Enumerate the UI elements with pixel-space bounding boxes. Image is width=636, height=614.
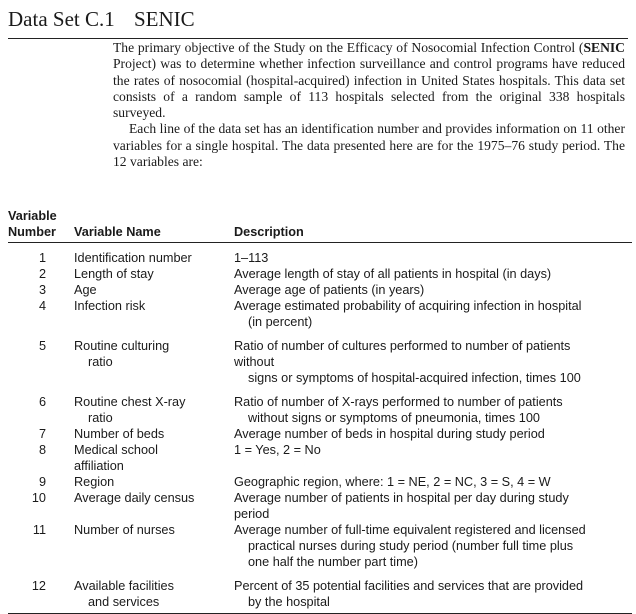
description-line: Average number of patients in hospital per day during study period [234,491,569,521]
variable-number: 5 [38,339,46,353]
intro-p1-start: The primary objective of the Study on the Efficacy of Nosocomial Infection Control ( [113,40,584,55]
variable-name-line: Routine culturing [74,339,170,353]
intro-p1-end: Project) was to determine whether infection surveillance and control programs have reduced the rates of nosocomial (hospital-acquired) infection in United States hospitals. This data set consists of a random sample of 113 hospitals selected from the original 338 hospitals surveyed. [113,56,625,121]
variable-name-line: Number of beds [74,427,165,441]
description-line: Geographic region, where: 1 = NE, 2 = NC, 3 = S, 4 = W [234,475,551,489]
variable-name-line: Average daily census [74,491,195,505]
description-line: signs or symptoms of hospital-acquired infection, times 100 [248,371,581,385]
table-row [8,282,632,298]
variable-number: 6 [38,395,46,409]
variable-number: 10 [31,491,46,505]
header-description: Description [234,225,304,239]
table-row [8,266,632,282]
table-row [8,338,632,386]
variable-name-line: ratio [88,355,113,369]
variable-name [46,298,206,330]
variable-name-line: Available facilities [74,579,174,593]
table-row [8,442,632,474]
variable-name [46,522,206,570]
table-header [8,208,632,243]
variable-description [206,490,607,522]
description-line: Average length of stay of all patients in hospital (in days) [234,267,552,281]
intro-p1-acronym: SENIC [583,40,625,55]
variable-number: 12 [31,579,46,593]
variable-number: 4 [38,299,46,313]
variable-name [46,426,206,442]
variable-name [46,282,206,298]
variable-name [46,474,206,490]
variable-name-line: Region [74,475,115,489]
description-line: Ratio of number of cultures performed to number of patients without [234,339,571,369]
variable-number: 9 [38,475,46,489]
variable-name-line: Infection risk [74,299,146,313]
variable-name-line: Identification number [74,251,192,265]
description-line: practical nurses during study period (number full time plus [248,539,574,553]
variable-number: 11 [32,523,46,537]
variable-name [46,490,206,522]
table-row [8,250,632,266]
variable-name-line: ratio [88,411,113,425]
table-row [8,426,632,442]
variable-name [46,338,206,386]
variable-name [46,250,206,266]
variable-name-line: and services [88,595,160,609]
table-row [8,394,632,426]
intro-paragraph-1 [113,40,625,121]
description-line: (in percent) [248,315,313,329]
description-line: one half the number part time) [248,555,418,569]
header-variable: Variable [8,209,57,223]
table-row [8,490,632,522]
variable-number: 2 [38,267,46,281]
variable-description [206,298,607,330]
description-line: Average number of full-time equivalent registered and licensed [234,523,586,537]
intro-paragraph-2: Each line of the data set has an identification number and provides information on 11 other variables for a single hospital. The data presented here are for the 1975–76 study period. The 12 variables are: [113,121,625,170]
variable-description [206,426,607,442]
table-body [8,243,632,610]
variable-name [46,394,206,426]
variable-description [206,266,607,282]
variable-description [206,250,607,266]
variable-description [206,394,607,426]
description-line: 1 = Yes, 2 = No [234,443,321,457]
description-line: 1–113 [234,251,269,265]
description-line: Average number of beds in hospital during study period [234,427,545,441]
data-set-name: SENIC [133,7,195,31]
variable-description [206,578,607,610]
variable-description [206,442,607,474]
variable-description [206,474,607,490]
description-line: Ratio of number of X-rays performed to number of patients [234,395,563,409]
table-row [8,578,632,610]
description-line: Average age of patients (in years) [234,283,425,297]
variable-description [206,282,607,298]
table-row [8,298,632,330]
variable-name-line: Length of stay [74,267,154,281]
variable-name-line: Routine chest X-ray [74,395,186,409]
page-header [8,4,628,39]
variable-description [206,338,607,386]
variable-name-line: Number of nurses [74,523,175,537]
data-set-label: Data Set C.1 [8,7,115,31]
variable-name-line: Medical school affiliation [74,443,158,473]
variable-name [46,266,206,282]
header-number: Number [8,225,56,239]
variable-name-line: Age [74,283,97,297]
table-row [8,522,632,570]
variable-number: 7 [38,427,46,441]
variable-number: 3 [38,283,46,297]
table-row [8,474,632,490]
header-variable-name: Variable Name [74,225,161,239]
variable-name [46,578,206,610]
variable-number: 8 [38,443,46,457]
description-line: Percent of 35 potential facilities and services that are provided [234,579,584,593]
description-line: without signs or symptoms of pneumonia, times 100 [248,411,540,425]
description-line: by the hospital [248,595,330,609]
variable-description [206,522,607,570]
intro-text [113,40,625,170]
variables-table [8,208,632,614]
variable-number: 1 [38,251,46,265]
description-line: Average estimated probability of acquiring infection in hospital [234,299,582,313]
variable-name [46,442,206,474]
